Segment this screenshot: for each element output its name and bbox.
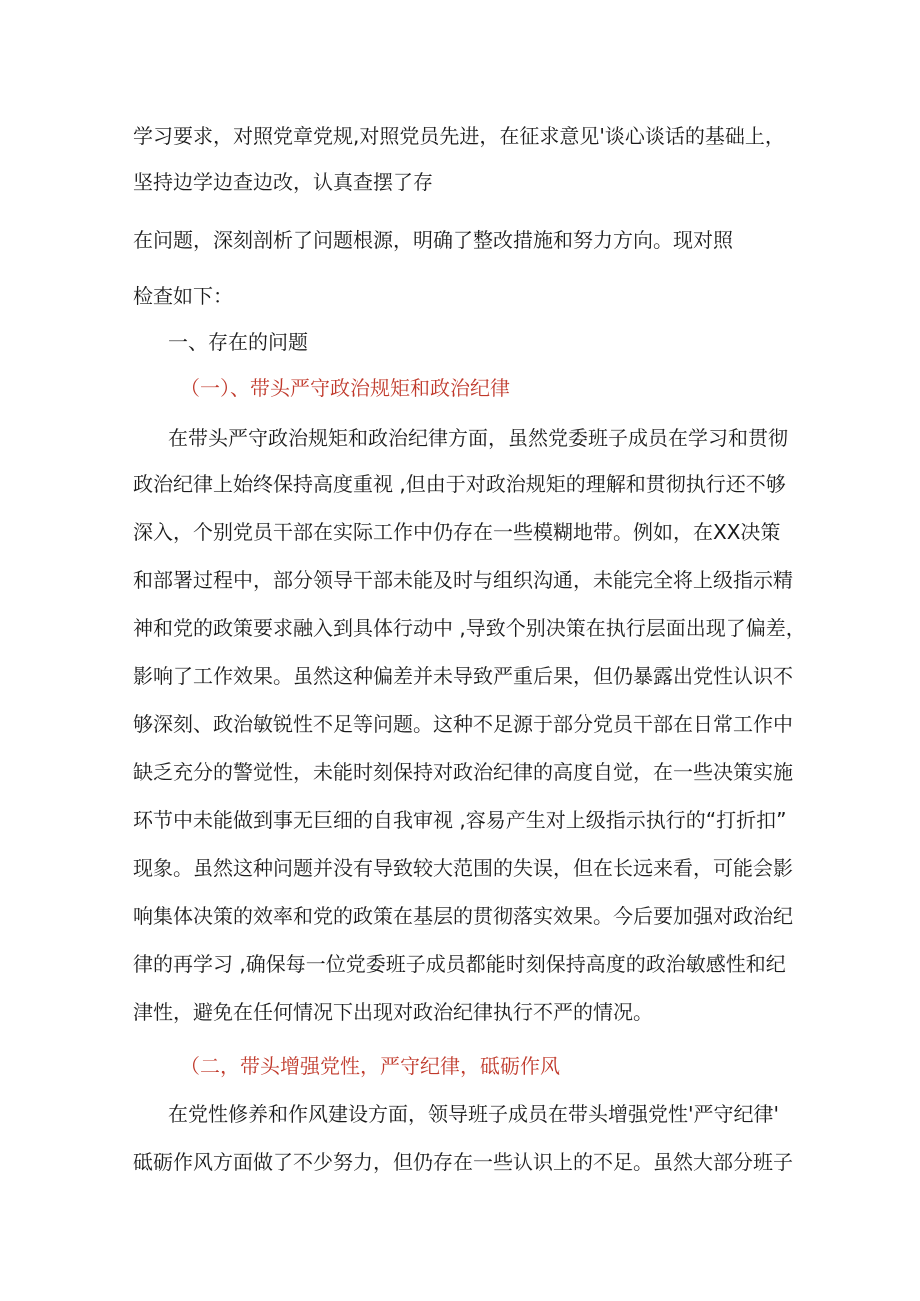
paragraph-1-line: 缺乏充分的警觉性，未能时刻保持对政治纪律的高度自觉，在一些决策实施 [133,760,793,784]
paragraph-1-line: 环节中未能做到事无巨细的自我审视 ,容易产生对上级指示执行的“打折扣” [133,808,787,832]
paragraph-1-line: 影响了工作效果。虽然这种偏差并未导致严重后果，但仍暴露出党性认识不 [133,664,793,688]
section-heading: 一、存在的问题 [168,330,308,354]
paragraph-1-line: 响集体决策的效率和党的政策在基层的贯彻落实效果。今后要加强对政治纪 [133,904,793,928]
intro-line-4: 检查如下： [133,284,233,308]
paragraph-2-line: 砥砺作风方面做了不少努力，但仍存在一些认识上的不足。虽然大部分班子 [133,1150,793,1174]
paragraph-1-line: 津性，避免在任何情况下出现对政治纪律执行不严的情况。 [133,1000,653,1024]
subsection-heading-1: （一）、带头严守政治规矩和政治纪律 [180,376,510,400]
paragraph-1-line: 神和党的政策要求融入到具体行动中 ,导致个别决策在执行层面出现了偏差， [133,616,806,640]
paragraph-1-line: 律的再学习 ,确保每一位党委班子成员都能时刻保持高度的政治敏感性和纪 [133,952,786,976]
intro-line-1: 学习要求，对照党章党规,对照党员先进，在征求意见'谈心谈话的基础上， [133,124,785,148]
paragraph-1-line: 够深刻、政治敏锐性不足等问题。这种不足源于部分党员干部在日常工作中 [133,712,793,736]
intro-line-2: 坚持边学边查边改，认真查摆了存 [133,170,433,194]
subsection-heading-2: （二，带头增强党性，严守纪律，砥砺作风 [180,1054,560,1078]
paragraph-1-line: 深入，个别党员干部在实际工作中仍存在一些模糊地带。例如，在XX决策 [133,520,781,544]
intro-line-3: 在问题，深刻剖析了问题根源，明确了整改措施和努力方向。现对照 [133,228,733,252]
paragraph-1-line: 和部署过程中，部分领导干部未能及时与组织沟通，未能完全将上级指示精 [133,568,793,592]
paragraph-1-line: 政治纪律上始终保持高度重视 ,但由于对政治规矩的理解和贯彻执行还不够 [133,472,786,496]
paragraph-2-line: 在党性修养和作风建设方面，领导班子成员在带头增强党性'严守纪律' [168,1102,779,1126]
paragraph-1-line: 现象。虽然这种问题并没有导致较大范围的失误，但在长远来看，可能会影 [133,856,793,880]
paragraph-1-line: 在带头严守政治规矩和政治纪律方面，虽然党委班子成员在学习和贯彻 [168,426,788,450]
